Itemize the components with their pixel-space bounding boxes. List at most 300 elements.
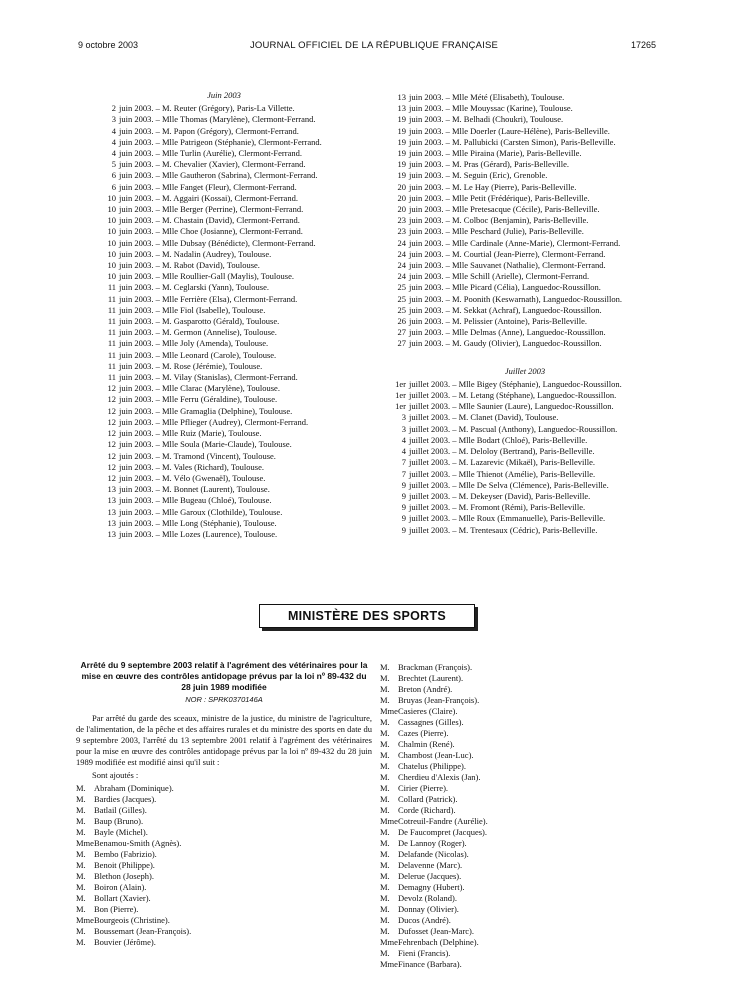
list-item [76,406,372,417]
entry-text: juillet 2003. – M. Lazarevic (Mikaël), Paris-Belleville. [409,457,595,468]
list-item [380,728,670,739]
person-name: Delavenne (Marc). [398,860,463,870]
list-item [380,525,670,536]
list-item [380,446,670,457]
month-heading-july: Juillet 2003 [504,365,546,376]
entry-text: juillet 2003. – M. Clanet (David), Toulouse. [409,412,559,423]
entry-day: 12 [107,461,116,472]
list-item [380,684,670,695]
list-item [76,126,372,137]
list-item [76,316,372,327]
list-item [380,662,670,673]
list-item [380,739,670,750]
person-name: Boussemart (Jean-François). [94,926,192,936]
honorific: Mme [380,816,398,826]
list-item [380,249,670,260]
honorific: M. [76,827,86,837]
june-list-left [76,90,372,540]
entry-text: juin 2003. – Mlle Mouyssac (Karine), Toulouse. [409,103,573,114]
list-item [380,327,670,338]
person-name: Fieni (Francis). [398,948,451,958]
entry-text: juin 2003. – Mlle Long (Stéphanie), Toulouse. [119,517,277,528]
entry-day: 4 [111,136,116,147]
entry-text: juin 2003. – Mlle Soula (Marie-Claude), Toulouse. [119,439,292,450]
honorific: M. [380,673,390,683]
entry-text: juin 2003. – M. Bonnet (Laurent), Toulouse. [119,484,270,495]
person-name: Chatelus (Philippe). [398,761,466,771]
honorific: M. [380,728,390,738]
entry-text: juin 2003. – M. Vélo (Gwenaël), Toulouse. [119,472,266,483]
entry-day: 25 [397,304,406,315]
ministry-heading [259,604,475,628]
person-name: Delafande (Nicolas). [398,849,469,859]
honorific: Mme [76,838,94,848]
person-name: Cotreuil-Fandre (Aurélie). [398,816,488,826]
entry-day: 11 [107,349,116,360]
list-item [380,226,670,237]
list-item [380,204,670,215]
entry-day: 10 [107,215,116,226]
entry-day: 7 [401,457,406,468]
entry-text: juin 2003. – Mlle Fanget (Fleur), Clermont-Ferrand. [119,181,297,192]
list-item [76,394,372,405]
entry-day: 11 [107,304,116,315]
honorific: M. [380,695,390,705]
honorific: Mme [76,915,94,925]
entry-text: juin 2003. – M. Nadalin (Audrey), Toulouse. [119,248,272,259]
person-name: Blethon (Joseph). [94,871,154,881]
person-name: Benoit (Philippe). [94,860,155,870]
entry-text: juillet 2003. – M. Fromont (Rémi), Paris-Belleville. [409,502,586,513]
entry-day: 23 [397,226,406,237]
person-name: Devolz (Roland). [398,893,458,903]
list-item [76,860,372,871]
list-item [380,849,670,860]
honorific: M. [380,904,390,914]
honorific: Mme [380,937,398,947]
entry-text: juin 2003. – M. Poonith (Keswarnath), Languedoc-Roussillon. [409,293,622,304]
list-item [76,794,372,805]
person-name: Donnay (Olivier). [398,904,459,914]
list-item [380,926,670,937]
entry-text: juin 2003. – M. Gaudy (Olivier), Languedoc-Roussillon. [409,338,602,349]
honorific: M. [380,739,390,749]
list-item [76,838,372,849]
entry-text: juin 2003. – Mlle Gautheron (Sabrina), Clermont-Ferrand. [119,170,318,181]
list-item [76,361,372,372]
list-item [380,706,670,717]
entry-text: juin 2003. – M. Gasparotto (Gérald), Toulouse. [119,316,280,327]
entry-day: 19 [397,125,406,136]
entry-day: 7 [401,468,406,479]
list-item [380,948,670,959]
list-item [380,695,670,706]
list-item [380,772,670,783]
entry-day: 9 [401,502,406,513]
list-item [380,959,670,970]
list-item [380,435,670,446]
list-item [380,893,670,904]
entry-text: juin 2003. – M. Le Hay (Pierre), Paris-Belleville. [409,181,577,192]
entry-day: 9 [401,524,406,535]
entry-text: juin 2003. – M. Aggairi (Kossai), Clermont-Ferrand. [119,192,298,203]
list-item [380,816,670,827]
entry-day: 5 [111,159,116,170]
entry-text: juillet 2003. – M. Dekeyser (David), Paris-Belleville. [409,490,591,501]
entry-day: 10 [107,271,116,282]
list-item [380,126,670,137]
entry-day: 24 [397,237,406,248]
entry-list [76,103,372,540]
list-item [76,215,372,226]
page-number: 17265 [630,40,656,50]
entry-text: juin 2003. – Mlle Sauvanet (Nathalie), Clermont-Ferrand. [409,260,606,271]
entry-day: 20 [397,192,406,203]
person-name: Collard (Patrick). [398,794,458,804]
list-item [380,491,670,502]
list-item [380,717,670,728]
list-item [76,439,372,450]
list-item [380,159,670,170]
entry-text: juin 2003. – M. Pras (Gérard), Paris-Belleville. [409,159,570,170]
entry-text: juin 2003. – M. Courtial (Jean-Pierre), Clermont-Ferrand. [409,248,606,259]
list-item [76,417,372,428]
entry-text: juin 2003. – M. Rabot (David), Toulouse. [119,260,260,271]
list-item [380,92,670,103]
entry-text: juillet 2003. – Mlle Roux (Emmanuelle), Paris-Belleville. [409,513,606,524]
person-name: Demagny (Hubert). [398,882,465,892]
entry-text: juin 2003. – M. Vales (Richard), Toulouse. [119,461,264,472]
entry-day: 12 [107,439,116,450]
entry-day: 27 [397,338,406,349]
entry-text: juin 2003. – Mlle Choe (Josianne), Clermont-Ferrand. [119,226,303,237]
entry-text: juin 2003. – Mlle Clarac (Marylène), Toulouse. [119,383,280,394]
entry-text: juin 2003. – Mlle Piraina (Marie), Paris-Belleville. [409,148,582,159]
honorific: M. [76,871,86,881]
list-item [76,226,372,237]
list-item [380,114,670,125]
list-item [76,350,372,361]
entry-day: 4 [401,446,406,457]
entry-day: 4 [111,125,116,136]
honorific: M. [380,783,390,793]
entry-day: 11 [107,293,116,304]
entry-day: 11 [107,316,116,327]
person-name: Breton (André). [398,684,453,694]
list-item [380,805,670,816]
entry-text: juin 2003. – Mlle Petit (Frédérique), Paris-Belleville. [409,192,590,203]
honorific: M. [76,860,86,870]
entry-text: juillet 2003. – Mlle De Selva (Clémence), Paris-Belleville. [409,479,609,490]
entry-text: juin 2003. – Mlle Lozes (Laurence), Toulouse. [119,528,278,539]
person-name: Bourgeois (Christine). [94,915,170,925]
person-name: Boiron (Alain). [94,882,147,892]
entry-text: juin 2003. – Mlle Roullier-Gall (Maylis), Toulouse. [119,271,294,282]
entry-text: juin 2003. – Mlle Joly (Amenda), Toulouse. [119,338,269,349]
entry-text: juin 2003. – M. Pelissier (Antoine), Paris-Belleville. [409,316,588,327]
list-item [76,271,372,282]
entry-text: juin 2003. – Mlle Ferrière (Elsa), Clermont-Ferrand. [119,293,298,304]
entry-day: 12 [107,405,116,416]
honorific: M. [76,816,86,826]
person-name: Chalmin (René). [398,739,455,749]
entry-day: 3 [401,412,406,423]
list-item [380,937,670,948]
entry-text: juillet 2003. – M. Pascual (Anthony), Languedoc-Roussillon. [409,423,618,434]
list-item [76,182,372,193]
entry-day: 27 [397,327,406,338]
list-item [76,529,372,540]
list-item [76,137,372,148]
entry-day: 13 [107,517,116,528]
list-item [76,926,372,937]
honorific: M. [76,849,86,859]
person-name: Cazes (Pierre). [398,728,449,738]
list-item [380,424,670,435]
entry-text: juin 2003. – Mlle Pretesacque (Cécile), Paris-Belleville. [409,204,600,215]
list-item [380,238,670,249]
arrete-intro: Sont ajoutés : [92,770,139,780]
arrete-title: Arrêté du 9 septembre 2003 relatif à l'agrément des vétérinaires pour la mise en œuvre des contrôles antidopage prévus par la loi nº 89-432 du 28 juin 1989 modifiée [80,660,368,692]
entry-day: 24 [397,248,406,259]
list-item [76,805,372,816]
entry-text: juin 2003. – M. Sekkat (Achraf), Languedoc-Roussillon. [409,304,602,315]
honorific: M. [76,937,86,947]
list-item [380,390,670,401]
person-name: Chambost (Jean-Luc). [398,750,474,760]
list-item [76,204,372,215]
list-item [76,915,372,926]
list-item [380,761,670,772]
person-name: Bardies (Jacques). [94,794,157,804]
entry-day: 19 [397,170,406,181]
entry-text: juin 2003. – M. Rose (Jérémie), Toulouse. [119,360,263,371]
person-name: Cirier (Pierre). [398,783,449,793]
honorific: M. [76,882,86,892]
list-item [76,338,372,349]
honorific: M. [380,662,390,672]
honorific: M. [76,926,86,936]
honorific: M. [380,761,390,771]
honorific: M. [380,684,390,694]
honorific: M. [380,948,390,958]
list-item [380,469,670,480]
list-item [380,502,670,513]
entry-text: juin 2003. – Mlle Picard (Célia), Languedoc-Roussillon. [409,282,601,293]
person-name: Cassagnes (Gilles). [398,717,464,727]
entry-text: juillet 2003. – M. Deloloy (Bertrand), Paris-Belleville. [409,446,595,457]
entry-text: juin 2003. – Mlle Doerler (Laure-Hélène), Paris-Belleville. [409,125,610,136]
person-name: Casieres (Claire). [398,706,458,716]
entry-text: juin 2003. – Mlle Delmas (Anne), Languedoc-Roussillon. [409,327,606,338]
honorific: M. [380,860,390,870]
list-item [380,215,670,226]
list-item [76,428,372,439]
entry-day: 10 [107,204,116,215]
entry-day: 19 [397,159,406,170]
entry-day: 13 [397,92,406,102]
person-name: Corde (Richard). [398,805,456,815]
honorific: M. [380,750,390,760]
list-item [380,379,670,390]
list-item [76,260,372,271]
honorific: M. [76,904,86,914]
entry-day: 10 [107,248,116,259]
entry-text: juin 2003. – M. Chevalier (Xavier), Clermont-Ferrand. [119,159,306,170]
entry-text: juin 2003. – M. Ceglarski (Yann), Toulouse. [119,282,269,293]
person-name: Bruyas (Jean-François). [398,695,480,705]
entry-text: juin 2003. – M. Papon (Grégory), Clermont-Ferrand. [119,125,299,136]
entry-day: 19 [397,148,406,159]
list-item [380,480,670,491]
entry-text: juin 2003. – Mlle Schill (Arielle), Clermont-Ferrand. [409,271,590,282]
person-name: Bayle (Michel). [94,827,148,837]
nor-reference: NOR : SPRK0370146A [185,695,263,704]
entry-text: juin 2003. – Mlle Pflieger (Audrey), Clermont-Ferrand. [119,416,309,427]
entry-text: juin 2003. – Mlle Fiol (Isabelle), Toulouse. [119,304,266,315]
entry-day: 20 [397,181,406,192]
journal-title: JOURNAL OFFICIEL DE LA RÉPUBLIQUE FRANÇAISE [249,40,499,51]
entry-text: juin 2003. – M. Vilay (Stanislas), Clermont-Ferrand. [119,372,298,383]
entry-day: 4 [111,148,116,159]
person-name: Bembo (Fabrizio). [94,849,157,859]
entry-day: 6 [111,181,116,192]
list-item [380,827,670,838]
entry-day: 1er [395,378,406,389]
honorific: Mme [380,959,398,969]
list-item [76,383,372,394]
list-item [380,282,670,293]
entry-text: juin 2003. – M. Pallubicki (Carsten Simon), Paris-Belleville. [409,136,616,147]
honorific: Mme [380,706,398,716]
entry-text: juin 2003. – Mlle Mété (Elisabeth), Toulouse. [409,92,565,102]
list-item [76,495,372,506]
person-name: Finance (Barbara). [398,959,462,969]
entry-day: 12 [107,472,116,483]
honorific: M. [380,882,390,892]
list-item [380,271,670,282]
person-name: Bollart (Xavier). [94,893,151,903]
entry-text: juin 2003. – Mlle Cardinale (Anne-Marie), Clermont-Ferrand. [409,237,621,248]
entry-day: 13 [397,103,406,114]
list-item [76,238,372,249]
list-item [380,882,670,893]
list-item [380,904,670,915]
entry-day: 13 [107,528,116,539]
person-name: Delerue (Jacques). [398,871,462,881]
entry-day: 24 [397,260,406,271]
entry-list [380,92,670,350]
entry-text: juin 2003. – M. Tramond (Vincent), Toulouse. [119,450,276,461]
entry-day: 13 [107,506,116,517]
honorific: M. [380,871,390,881]
list-item [76,114,372,125]
honorific: M. [380,717,390,727]
entry-text: juin 2003. – Mlle Peschard (Julie), Paris-Belleville. [409,226,584,237]
entry-text: juin 2003. – Mlle Ferru (Géraldine), Toulouse. [119,394,278,405]
ministry-heading-text: MINISTÈRE DES SPORTS [287,609,447,623]
entry-day: 9 [401,513,406,524]
june-july-list-right [380,92,670,536]
list-item [380,871,670,882]
list-item [380,838,670,849]
entry-day: 1er [395,401,406,412]
list-item [380,673,670,684]
entry-day: 10 [107,260,116,271]
person-name: Fehrenbach (Delphine). [398,937,479,947]
honorific: M. [76,794,86,804]
person-name: Abraham (Dominique). [94,783,174,793]
entry-text: juin 2003. – M. Belhadi (Choukri), Toulouse. [409,114,564,125]
entry-day: 13 [107,484,116,495]
list-item [76,193,372,204]
entry-day: 6 [111,170,116,181]
person-name: Bouvier (Jérôme). [94,937,156,947]
list-item [76,103,372,114]
list-item [76,904,372,915]
person-name: De Faucompret (Jacques). [398,827,487,837]
entry-day: 3 [111,114,116,125]
list-item [76,294,372,305]
honorific: M. [76,893,86,903]
person-name: Benamou-Smith (Agnès). [94,838,182,848]
name-list [380,662,670,970]
entry-text: juillet 2003. – M. Letang (Stéphane), Languedoc-Roussillon. [409,390,617,401]
entry-text: juin 2003. – Mlle Dubsay (Bénédicte), Clermont-Ferrand. [119,237,316,248]
list-item [380,103,670,114]
entry-text: juin 2003. – M. Chastain (David), Clermont-Ferrand. [119,215,300,226]
list-item [76,816,372,827]
person-name: Dufosset (Jean-Marc). [398,926,474,936]
entry-day: 26 [397,316,406,327]
list-item [76,327,372,338]
person-name: Brechtet (Laurent). [398,673,464,683]
list-item [380,401,670,412]
entry-text: juin 2003. – Mlle Garoux (Clothilde), Toulouse. [119,506,283,517]
list-item [76,893,372,904]
honorific: M. [76,805,86,815]
arrete-paragraph: Par arrêté du garde des sceaux, ministre de la justice, du ministre de l'agriculture, de l'alimentation, de la pêche et des affaires rurales et du ministre des sports en date du 9 septembre 2003, l'arrêté du 13 septembre 2001 relatif à l'agrément des vétérinaires pour la mise en œuvre des contrôles antidopage prévus par la loi nº 89-432 du 28 juin 1989 modifiée est modifié ainsi qu'il suit : [76,713,372,767]
entry-text: juin 2003. – Mlle Turlin (Aurélie), Clermont-Ferrand. [119,148,302,159]
entry-text: juin 2003. – M. Germon (Annelise), Toulouse. [119,327,277,338]
list-item [76,783,372,794]
entry-day: 9 [401,479,406,490]
entry-day: 10 [107,192,116,203]
list-item [380,915,670,926]
entry-day: 1er [395,390,406,401]
list-item [380,750,670,761]
entry-day: 23 [397,215,406,226]
entry-day: 13 [107,495,116,506]
list-item [380,260,670,271]
entry-text: juin 2003. – Mlle Leonard (Carole), Toulouse. [119,349,277,360]
entry-text: juillet 2003. – Mlle Thienot (Amélie), Paris-Belleville. [409,468,596,479]
list-item [380,170,670,181]
entry-day: 3 [401,423,406,434]
list-item [76,462,372,473]
list-item [380,794,670,805]
list-item [380,316,670,327]
list-item [76,518,372,529]
issue-date: 9 octobre 2003 [78,40,139,50]
person-name: Batlail (Gilles). [94,805,147,815]
list-item [380,860,670,871]
list-item [380,137,670,148]
entry-day: 11 [107,282,116,293]
honorific: M. [380,849,390,859]
entry-day: 11 [107,338,116,349]
person-name: De Lannoy (Roger). [398,838,467,848]
